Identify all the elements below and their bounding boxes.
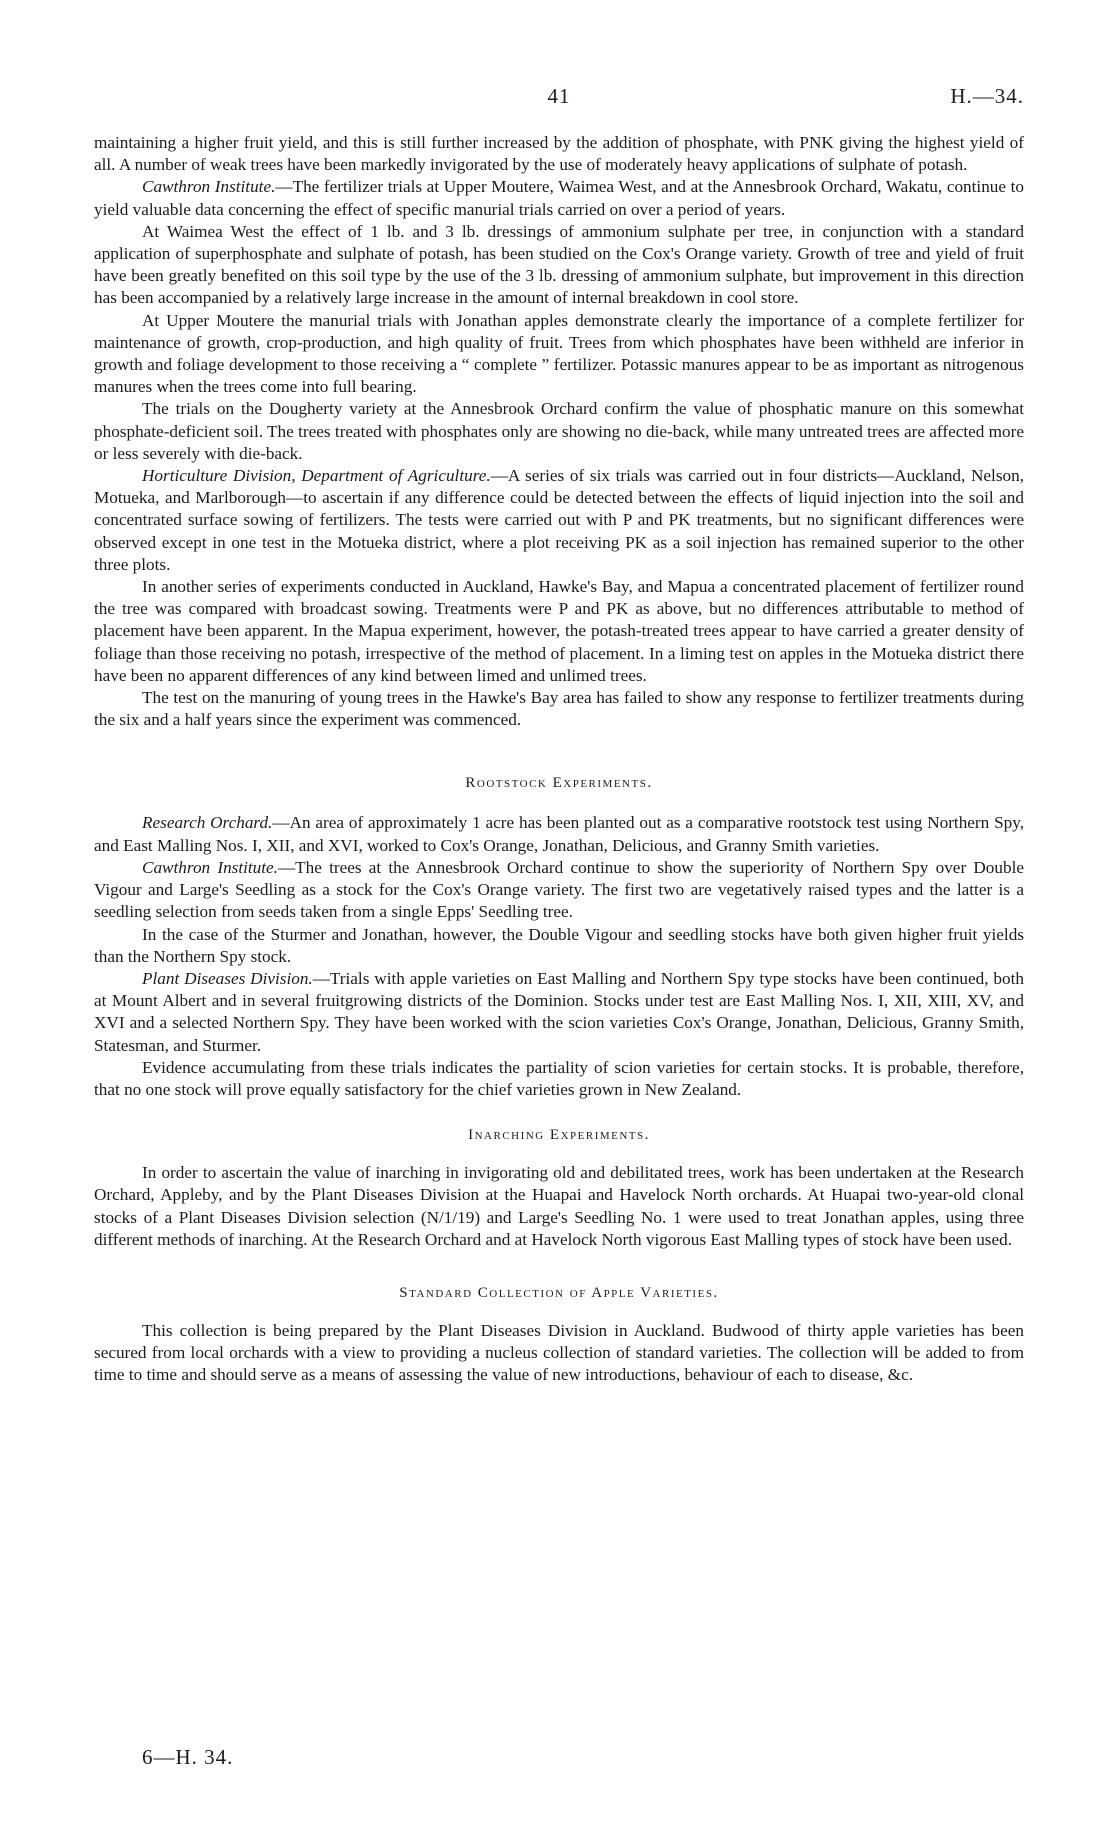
paragraph <box>94 465 1024 576</box>
paragraph <box>94 857 1024 924</box>
paragraph <box>94 221 1024 310</box>
paragraph-text: The trials on the Dougherty variety at the Annesbrook Orchard confirm the value of phosphatic manure on this somewhat phosphate-deficient soil. The trees treated with phosphates only are showing no die-back, while many untreated trees are affected more or less severely with die-back. <box>94 399 1024 463</box>
paragraph-lead: Research Orchard. <box>142 813 273 833</box>
paragraph-text: —The fertilizer trials at Upper Moutere, Waimea West, and at the Annesbrook Orchard, Wakatu, continue to yield valuable data concerning the effect of specific manurial trials carried on over a period of years. <box>94 177 1024 219</box>
paragraph-text: —A series of six trials was carried out in four districts—Auckland, Nelson, Motueka, and Marlborough—to ascertain if any difference could be detected between the effects of liquid injection into the soil and concentrated surface sowing of fertilizers. The tests were carried out with P and PK treatments, but no significant differences were observed except in one test in the Motueka district, where a plot receiving PK as a soil injection has remained superior to the other three plots. <box>94 466 1024 574</box>
paragraph-text: This collection is being prepared by the Plant Diseases Division in Auckland. Budwood of thirty apple varieties has been secured from local orchards with a view to providing a nucleus collection of standard varieties. The collection will be added to from time to time and should serve as a means of assessing the value of new introductions, behaviour of each to disease, &c. <box>94 1320 1024 1385</box>
paragraph-lead: Plant Diseases Division. <box>142 968 313 988</box>
section-fertilizer-trials <box>94 132 1024 731</box>
paragraph-text: —An area of approximately 1 acre has been planted out as a comparative rootstock test using Northern Spy, and East Malling Nos. I, XII, and XVI, worked to Cox's Orange, Jonathan, Delicious, and Granny Smith varieties. <box>94 813 1024 855</box>
paragraph-text: Evidence accumulating from these trials indicates the partiality of scion varieties for certain stocks. It is probable, therefore, that no one stock will prove equally satisfactory for the chief varieties grown in New Zealand. <box>94 1057 1024 1099</box>
paragraph-text: In order to ascertain the value of inarching in invigorating old and debilitated trees, work has been undertaken at the Research Orchard, Appleby, and by the Plant Diseases Division at the Huapai and Havelock North orchards. At Huapai two-year-old clonal stocks of a Plant Diseases Division selection (N/1/19) and Large's Seedling No. 1 were used to treat Jonathan apples, using three different methods of inarching. At the Research Orchard and at Havelock North vigorous East Malling types of stock have been used. <box>94 1163 1024 1249</box>
paragraph <box>94 176 1024 220</box>
section-rootstock-experiments <box>94 775 1024 1101</box>
paragraph <box>94 1320 1024 1387</box>
paragraph-text: At Upper Moutere the manurial trials with Jonathan apples demonstrate clearly the importance of a complete fertilizer for maintenance of growth, crop-production, and high quality of fruit. Trees from which phosphates have been withheld are inferior in growth and foliage development to those receiving a “ complete ” fertilizer. Potassic manures appear to be as important as nitrogenous manures when the trees come into full bearing. <box>94 310 1024 397</box>
paragraph-lead: Cawthron Institute. <box>142 857 278 877</box>
paragraph-text: The test on the manuring of young trees in the Hawke's Bay area has failed to show any response to fertilizer treatments during the six and a half years since the experiment was commenced. <box>94 688 1024 730</box>
paragraph <box>94 968 1024 1057</box>
paragraph-text: maintaining a higher fruit yield, and this is still further increased by the addition of phosphate, with PNK giving the highest yield of all. A number of weak trees have been markedly invigorated by the use of moderately heavy applications of sulphate of potash. <box>94 133 1024 175</box>
paragraph-text: —The trees at the Annesbrook Orchard continue to show the superiority of Northern Spy over Double Vigour and Large's Seedling as a stock for the Cox's Orange variety. The first two are vegetatively raised types and the latter is a seedling selection from seeds taken from a single Epps' Seedling tree. <box>94 857 1024 922</box>
paragraph-lead: Cawthron Institute. <box>142 177 276 197</box>
paragraph <box>94 576 1024 687</box>
paragraph <box>94 924 1024 968</box>
paragraph <box>94 1057 1024 1101</box>
paragraph-text: At Waimea West the effect of 1 lb. and 3 lb. dressings of ammonium sulphate per tree, in conjunction with a standard application of superphosphate and sulphate of potash, has been studied on the Cox's Orange variety. Growth of tree and yield of fruit have been greatly benefited on this soil type by the use of the 3 lb. dressing of ammonium sulphate, but improvement in this direction has been accompanied by a relatively large increase in the amount of internal breakdown in cool store. <box>94 221 1024 308</box>
paper-reference: H.—34. <box>950 84 1024 108</box>
section-heading: Inarching Experiments. <box>468 1127 650 1144</box>
paragraph <box>94 132 1024 176</box>
section-inarching-experiments <box>94 1127 1024 1251</box>
paragraph <box>94 310 1024 399</box>
paragraph-lead: Horticulture Division, Department of Agriculture. <box>142 466 491 486</box>
section-heading: Standard Collection of Apple Varieties. <box>399 1284 719 1301</box>
paragraph-text: In the case of the Sturmer and Jonathan, however, the Double Vigour and seedling stocks have both given higher fruit yields than the Northern Spy stock. <box>94 924 1024 966</box>
paragraph <box>94 1162 1024 1251</box>
page-footer-signature: 6—H. 34. <box>142 1745 234 1769</box>
section-heading: Rootstock Experiments. <box>465 775 653 792</box>
paragraph <box>94 398 1024 465</box>
paragraph-text: —Trials with apple varieties on East Malling and Northern Spy type stocks have been continued, both at Mount Albert and in several fruitgrowing districts of the Dominion. Stocks under test are East Malling Nos. I, XII, XIII, XV, and XVI and a selected Northern Spy. They have been worked with the scion varieties Cox's Orange, Jonathan, Delicious, Granny Smith, Statesman, and Sturmer. <box>94 968 1024 1055</box>
document-body <box>94 132 1024 1387</box>
paragraph-text: In another series of experiments conducted in Auckland, Hawke's Bay, and Mapua a concentrated placement of fertilizer round the tree was compared with broadcast sowing. Treatments were P and PK as above, but no differences attributable to method of placement have been apparent. In the Mapua experiment, however, the potash-treated trees appear to have carried a greater density of foliage than those receiving no potash, irrespective of the method of placement. In a liming test on apples in the Motueka district there have been no apparent differences of any kind between limed and unlimed trees. <box>94 577 1024 685</box>
page-number: 41 <box>547 84 571 108</box>
paragraph <box>94 687 1024 731</box>
page-header <box>94 84 1024 114</box>
section-standard-collection <box>94 1285 1024 1387</box>
paragraph <box>94 812 1024 856</box>
